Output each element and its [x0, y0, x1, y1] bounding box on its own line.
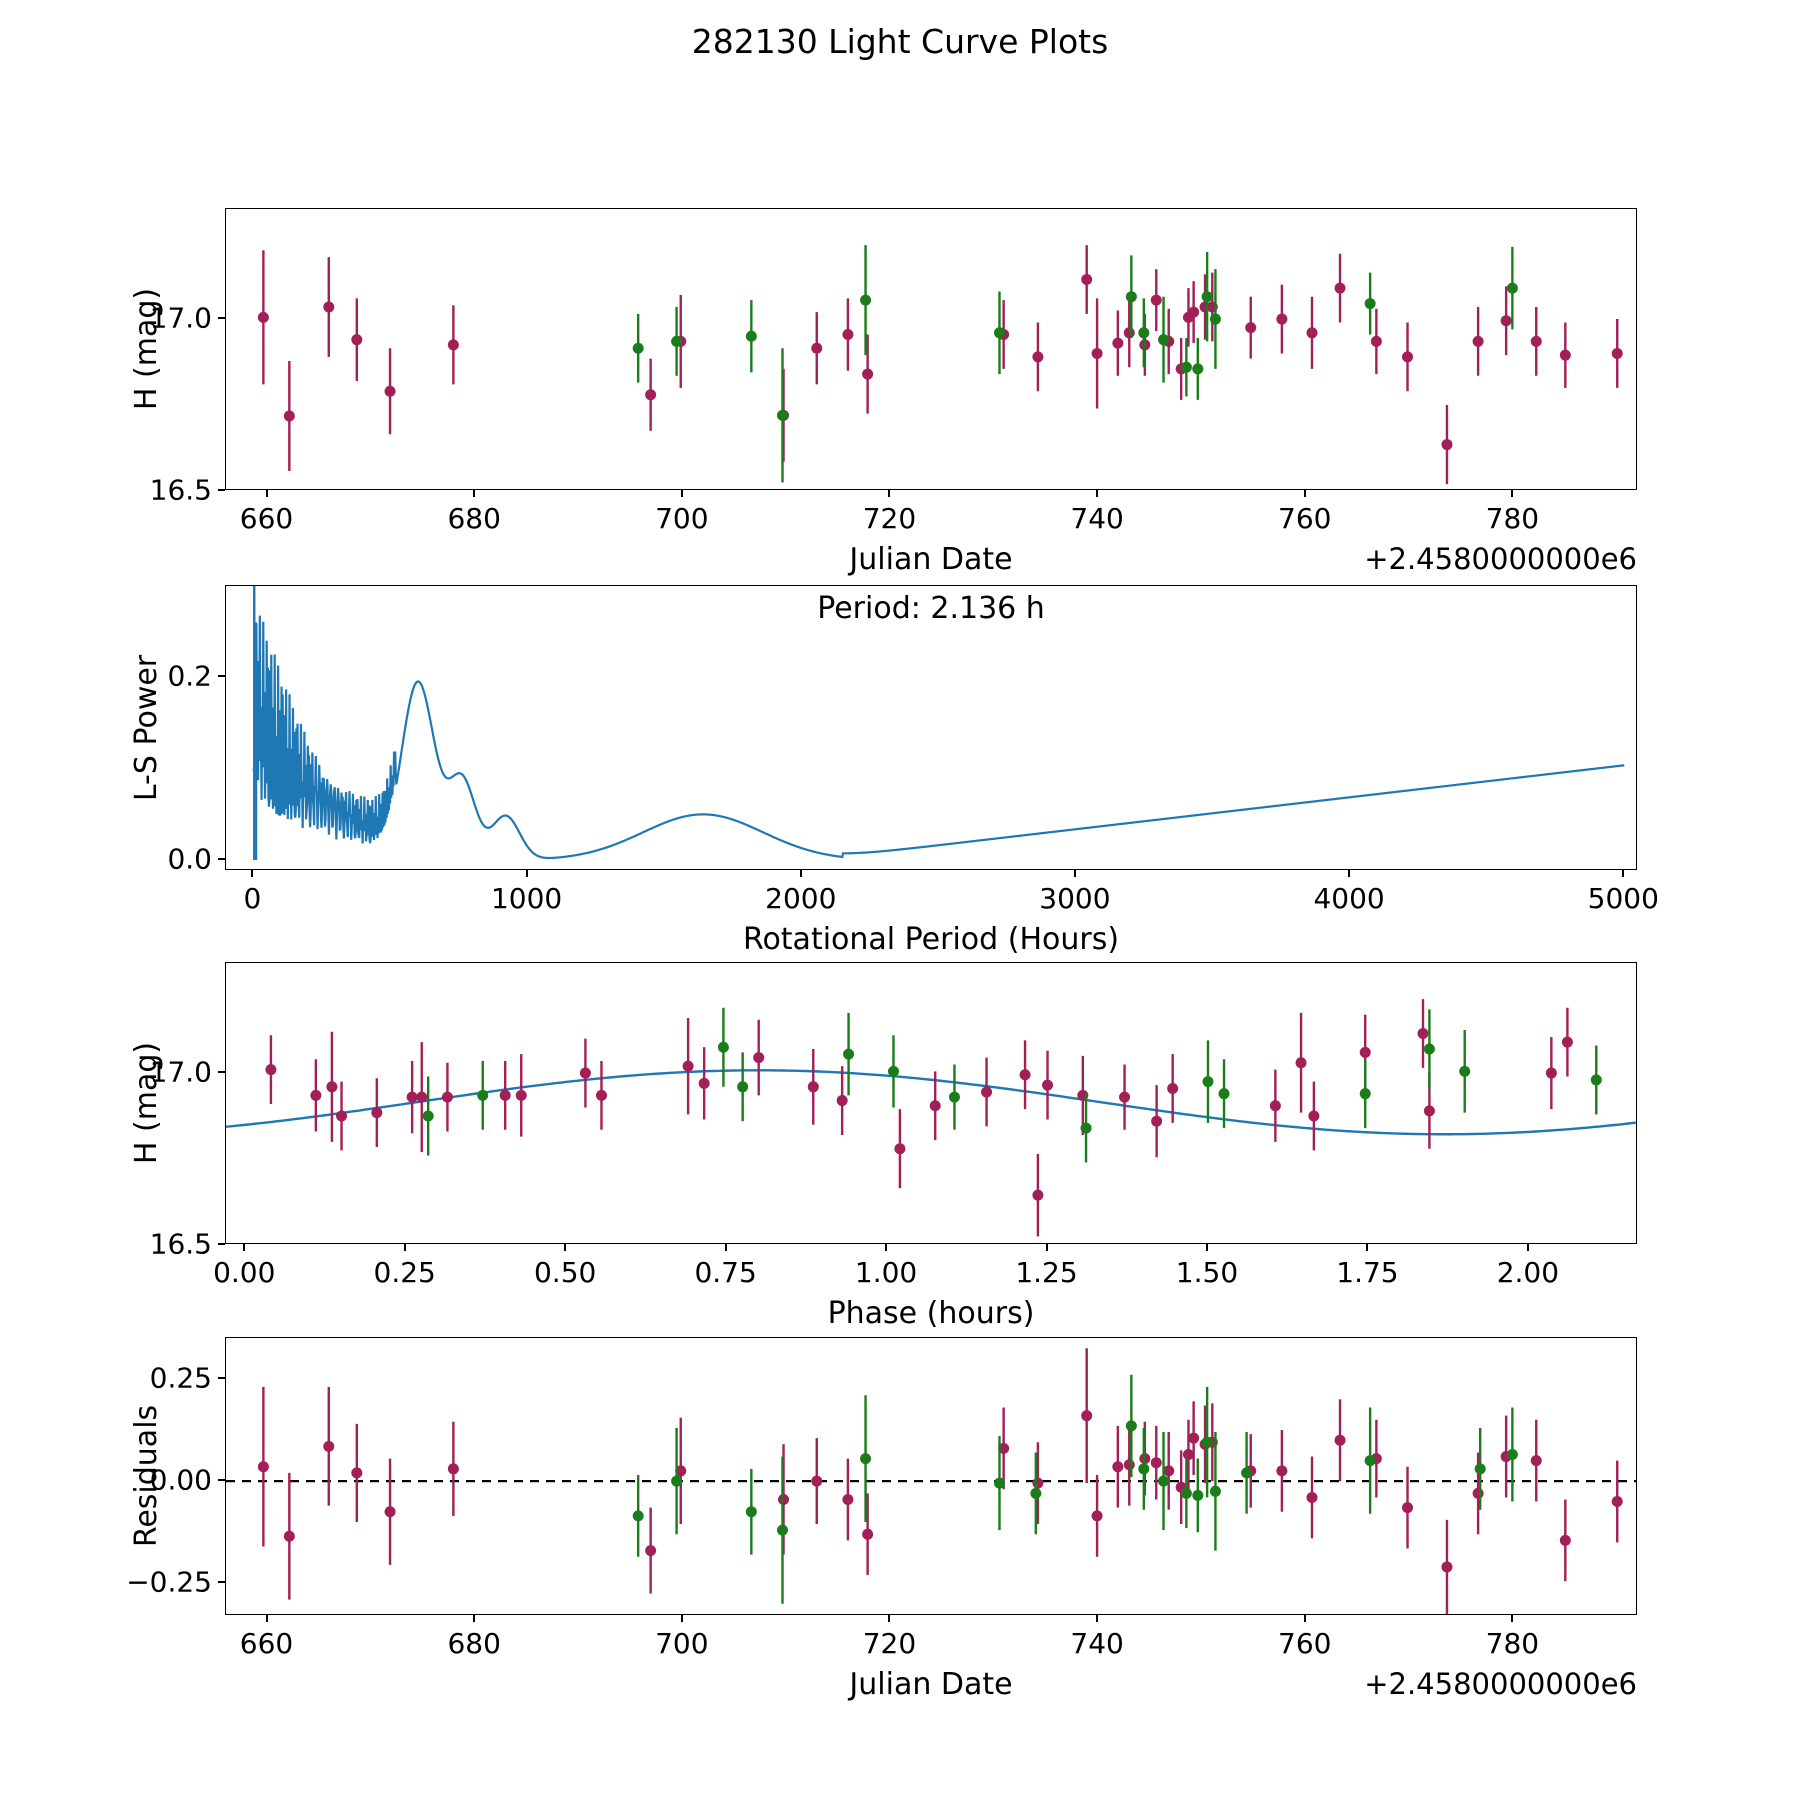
x-tick-label: 780 — [1485, 1627, 1540, 1660]
x-tick-label: 1.00 — [854, 1256, 918, 1289]
x-tick-mark — [473, 1615, 475, 1622]
x-tick-label: 680 — [447, 502, 501, 535]
x-tick-mark — [404, 1244, 406, 1251]
x-tick-mark — [888, 1615, 890, 1622]
axis-offset-label: +2.4580000000e6 — [1364, 1667, 1637, 1701]
y-axis-title: L-S Power — [129, 654, 164, 801]
x-tick-mark — [1511, 490, 1513, 497]
x-tick-mark — [1074, 870, 1076, 877]
x-tick-mark — [251, 870, 253, 877]
x-tick-label: 1.50 — [1175, 1256, 1239, 1289]
x-tick-mark — [526, 870, 528, 877]
x-tick-mark — [725, 1244, 727, 1251]
x-tick-label: 720 — [862, 502, 917, 535]
x-tick-label: 2000 — [765, 882, 837, 915]
x-tick-mark — [1527, 1244, 1529, 1251]
y-tick-label: 0.00 — [149, 1463, 212, 1497]
x-tick-label: 0.75 — [694, 1256, 757, 1289]
x-tick-mark — [1046, 1244, 1048, 1251]
x-tick-mark — [800, 870, 802, 877]
y-tick-mark — [218, 1243, 225, 1245]
periodogram-plot — [226, 586, 1637, 870]
y-tick-mark — [218, 858, 225, 860]
panel-annotation: Period: 2.136 h — [817, 591, 1045, 626]
x-tick-label: 700 — [655, 1627, 709, 1660]
y-tick-mark — [218, 1479, 225, 1481]
x-tick-label: 0.50 — [533, 1256, 597, 1289]
y-tick-label: 0.0 — [167, 842, 212, 876]
phase-folded-plot — [226, 963, 1637, 1244]
x-tick-mark — [243, 1244, 245, 1251]
y-axis-title: Residuals — [129, 1404, 164, 1548]
x-tick-mark — [266, 1615, 268, 1622]
x-tick-label: 660 — [239, 502, 294, 535]
x-tick-mark — [885, 1244, 887, 1251]
y-tick-mark — [218, 1377, 225, 1379]
axis-title: Julian Date — [849, 1667, 1013, 1702]
x-tick-mark — [1096, 490, 1098, 497]
x-tick-label: 780 — [1485, 502, 1540, 535]
x-tick-label: 680 — [447, 1627, 501, 1660]
x-tick-label: 0.00 — [213, 1256, 276, 1289]
y-tick-label: 0.2 — [167, 659, 212, 693]
axis-offset-label: +2.4580000000e6 — [1364, 542, 1637, 576]
y-tick-label: 16.5 — [149, 473, 212, 507]
x-tick-label: 3000 — [1039, 882, 1111, 915]
x-tick-label: 760 — [1278, 1627, 1332, 1660]
lightcurve-axes — [225, 208, 1637, 490]
x-tick-label: 1.25 — [1015, 1256, 1078, 1289]
x-tick-label: 760 — [1278, 502, 1332, 535]
x-tick-mark — [473, 490, 475, 497]
x-tick-label: 1.75 — [1336, 1256, 1399, 1289]
x-tick-mark — [266, 490, 268, 497]
x-tick-label: 0 — [243, 882, 262, 915]
x-tick-mark — [1304, 490, 1306, 497]
axis-title: Rotational Period (Hours) — [742, 922, 1120, 957]
y-tick-label: −0.25 — [126, 1565, 212, 1599]
x-tick-mark — [564, 1244, 566, 1251]
x-tick-mark — [681, 490, 683, 497]
x-tick-mark — [1622, 870, 1624, 877]
x-tick-mark — [1511, 1615, 1513, 1622]
y-tick-mark — [218, 489, 225, 491]
lightcurve-plot — [226, 209, 1637, 490]
x-tick-label: 720 — [862, 1627, 917, 1660]
y-tick-mark — [218, 317, 225, 319]
x-tick-label: 1000 — [490, 882, 563, 915]
figure-title: 282130 Light Curve Plots — [691, 22, 1109, 61]
y-tick-mark — [218, 1071, 225, 1073]
y-axis-title: H (mag) — [129, 287, 164, 411]
x-tick-mark — [1348, 870, 1350, 877]
x-tick-mark — [1366, 1244, 1368, 1251]
phase-folded-axes — [225, 962, 1637, 1244]
y-tick-mark — [218, 1581, 225, 1583]
x-tick-label: 740 — [1070, 502, 1124, 535]
x-tick-mark — [888, 490, 890, 497]
x-tick-mark — [681, 1615, 683, 1622]
y-axis-title: H (mag) — [129, 1041, 164, 1165]
x-tick-mark — [1304, 1615, 1306, 1622]
y-tick-label: 0.25 — [149, 1361, 212, 1395]
y-tick-label: 17.0 — [149, 301, 212, 335]
axis-title: Phase (hours) — [827, 1296, 1035, 1331]
x-tick-label: 2.00 — [1496, 1256, 1560, 1289]
residuals-axes — [225, 1337, 1637, 1615]
x-tick-mark — [1096, 1615, 1098, 1622]
periodogram-axes — [225, 585, 1637, 870]
x-tick-label: 0.25 — [373, 1256, 436, 1289]
x-tick-mark — [1206, 1244, 1208, 1251]
x-tick-label: 660 — [239, 1627, 294, 1660]
y-tick-label: 17.0 — [149, 1055, 212, 1089]
x-tick-label: 4000 — [1313, 882, 1385, 915]
y-tick-mark — [218, 675, 225, 677]
x-tick-label: 740 — [1070, 1627, 1124, 1660]
x-tick-label: 5000 — [1587, 882, 1659, 915]
y-tick-label: 16.5 — [149, 1227, 212, 1261]
x-tick-label: 700 — [655, 502, 709, 535]
residuals-plot — [226, 1338, 1637, 1615]
axis-title: Julian Date — [849, 542, 1013, 577]
